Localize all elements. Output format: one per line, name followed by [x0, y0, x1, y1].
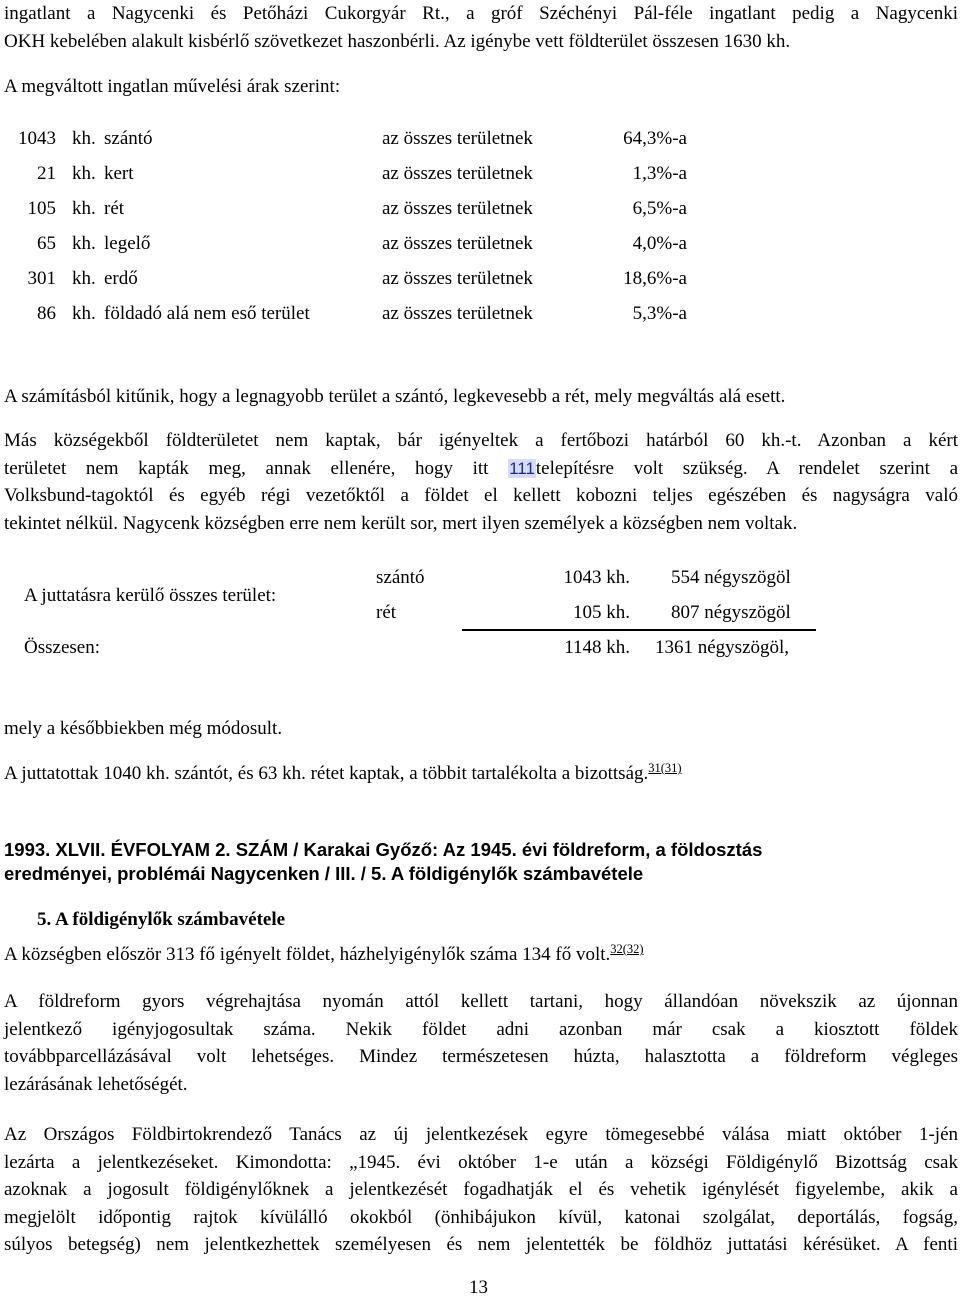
land-amount: 21 — [37, 163, 56, 184]
paragraph-other-villages — [4, 427, 958, 537]
para2-line-3: Volksbund-tagoktól és egyéb régi vezetőktől a földet el kellett kobozni teljes egészében és nagyságra való — [4, 485, 958, 506]
land-unit: kh. — [72, 233, 96, 254]
land-percent: 1,3%-a — [632, 163, 687, 184]
land-table-lead: A megváltott ingatlan művelési árak szerint: — [4, 76, 341, 97]
total-sq: 1361 négyszögöl, — [655, 637, 790, 658]
land-of-total: az összes területnek — [382, 163, 533, 184]
footnote-link-32[interactable]: 32(32) — [610, 942, 644, 956]
para2-line-2 — [4, 455, 958, 483]
para4-line-5: súlyos betegség) nem jelentkezhettek személyesen és nem jelentették be földhöz juttatási kérésüket. A fenti — [4, 1234, 958, 1255]
total-label: Összesen: — [24, 637, 100, 658]
allocation-kh: 105 kh. — [573, 602, 630, 623]
section-first-sentence — [4, 943, 644, 967]
land-of-total: az összes területnek — [382, 303, 533, 324]
conclusion-text: A számításból kitűnik, hogy a legnagyobb terület a szántó, legkevesebb a rét, mely megváltás alá esett. — [4, 386, 786, 407]
land-type: legelő — [104, 233, 151, 254]
para3-line-2: jelentkező igényjogosultak száma. Nekik földet adni azonban már csak a kiosztott földek — [4, 1018, 958, 1040]
para4-line-4: megjelölt időpontig rajtok kívülálló okokból (önhibájukon kívül, katonai szolgálat, deportálás, fogság, — [4, 1206, 958, 1228]
paragraph-land-reform — [4, 988, 958, 1098]
land-percent: 5,3%-a — [632, 303, 687, 324]
land-percent: 4,0%-a — [632, 233, 687, 254]
highlighted-number: 111 — [509, 458, 535, 478]
page-number: 13 — [469, 1277, 488, 1298]
land-amount: 86 — [37, 303, 56, 324]
after-allocation-text: mely a későbbiekben még módosult. — [4, 718, 283, 739]
para3-line-4: lezárásának lehetőségét. — [4, 1073, 188, 1095]
total-kh: 1148 kh. — [564, 637, 630, 658]
land-of-total: az összes területnek — [382, 268, 533, 289]
footnote-link-31[interactable]: 31(31) — [648, 761, 682, 775]
para3-line-1: A földreform gyors végrehajtása nyomán attól kellett tartani, hogy állandóan növekszik az újonnan — [4, 991, 958, 1012]
allocation-type: rét — [376, 602, 397, 623]
para2-line-2-end: telepítésre volt szükség. A rendelet szerint a — [535, 457, 959, 479]
land-percent: 18,6%-a — [623, 268, 687, 289]
para4-line-1: Az Országos Földbirtokrendező Tanács az új jelentkezések egyre tömegesebbé válása miatt október 1-jén — [4, 1124, 958, 1145]
para2-line-1: Más községekből földterületet nem kaptak, bár igényeltek a fertőbozi határból 60 kh.-t. Azonban a kért — [4, 430, 958, 451]
land-type: rét — [104, 198, 125, 219]
allocation-sq: 807 négyszögöl — [671, 602, 791, 623]
allocation-type: szántó — [376, 567, 425, 588]
land-amount: 105 — [27, 198, 56, 219]
juttatott-sentence: A juttatottak 1040 kh. szántót, és 63 kh. rétet kaptak, a többit tartalékolta a bizottság. — [4, 763, 649, 784]
source-line-1: 1993. XLVII. ÉVFOLYAM 2. SZÁM / Karakai Győző: Az 1945. évi földreform, a földosztás — [4, 839, 763, 860]
section-title: 5. A földigénylők számbavétele — [37, 909, 286, 930]
para2-line-2-start: területet nem kapták meg, annak ellenére, hogy itt — [4, 457, 489, 479]
land-unit: kh. — [72, 128, 96, 149]
paragraph-council — [4, 1121, 958, 1259]
intro-line-2: OKH kebelében alakult kisbérlő szövetkezet haszonbérli. Az igénybe vett földterület összesen 1630 kh. — [4, 30, 791, 52]
land-percent: 64,3%-a — [623, 128, 687, 149]
land-unit: kh. — [72, 198, 96, 219]
land-amount: 65 — [37, 233, 56, 254]
para4-line-3: azoknak a jogosult földigénylőknek a jelentkezését fogadhatják el és vehetik igénylését figyelembe, akik a — [4, 1179, 958, 1200]
intro-paragraph — [4, 0, 958, 55]
land-type: földadó alá nem eső terület — [104, 303, 310, 324]
land-percent: 6,5%-a — [632, 198, 687, 219]
para4-line-2: lezárta a jelentkezéseket. Kimondotta: „1945. évi október 1-e után a községi Földigénylő Bizottság csak — [4, 1151, 958, 1173]
juttatott-text — [4, 762, 682, 786]
source-line-2: eredményei, problémái Nagycenken / III. / 5. A földigénylők számbavétele — [4, 863, 644, 884]
land-of-total: az összes területnek — [382, 128, 533, 149]
land-of-total: az összes területnek — [382, 233, 533, 254]
allocation-sq: 554 négyszögöl — [671, 567, 791, 588]
para3-line-3: továbbparcellázásával volt lehetséges. Mindez természetesen húzta, halasztotta a földreform végleges — [4, 1046, 958, 1067]
section-first-text: A községben először 313 fő igényelt földet, házhelyigénylők száma 134 fő volt. — [4, 944, 611, 965]
allocation-kh: 1043 kh. — [563, 567, 630, 588]
land-type: kert — [104, 163, 134, 184]
land-amount: 1043 — [18, 128, 56, 149]
intro-line-1: ingatlant a Nagycenki és Petőházi Cukorgyár Rt., a gróf Széchényi Pál-féle ingatlant pedig a Nagycenki — [4, 3, 958, 24]
allocation-label: A juttatásra kerülő összes terület: — [24, 585, 277, 606]
land-type: szántó — [104, 128, 153, 149]
land-unit: kh. — [72, 268, 96, 289]
para2-line-4: tekintet nélkül. Nagycenk községben erre nem került sor, mert ilyen személyek a községben nem voltak. — [4, 512, 798, 534]
land-unit: kh. — [72, 303, 96, 324]
land-type: erdő — [104, 268, 138, 289]
sum-underline — [462, 629, 816, 631]
land-amount: 301 — [27, 268, 56, 289]
land-of-total: az összes területnek — [382, 198, 533, 219]
land-unit: kh. — [72, 163, 96, 184]
